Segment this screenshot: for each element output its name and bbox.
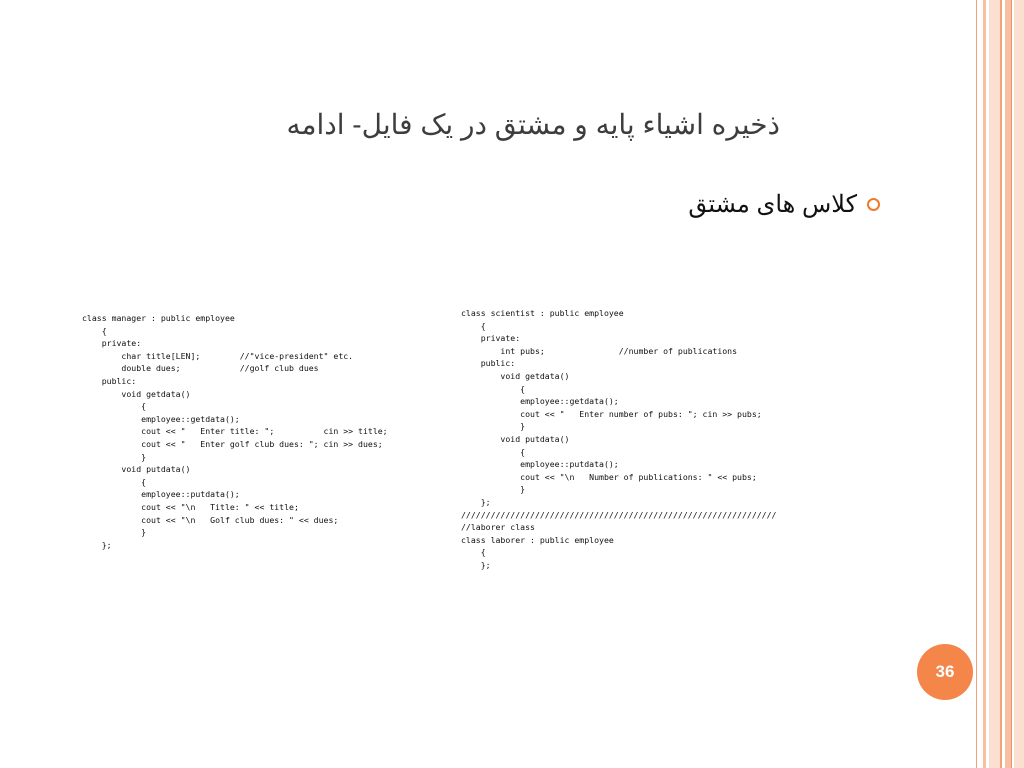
code-block-manager: class manager : public employee { private: char title[LEN]; //"vice-president" etc. double dues; //golf club dues public: void getdata() { employee::getdata(); cout << " Enter title: "; cin >> title; cout << " Enter golf club dues: "; cin >> dues; } void putdata() { employee::putdata(); cout << "\n Title: " << title; cout << "\n Golf club dues: " << dues; } }; bbox=[82, 313, 388, 550]
decor-stripe bbox=[976, 0, 977, 768]
decor-stripe bbox=[1014, 0, 1024, 768]
decor-stripe bbox=[1000, 0, 1002, 768]
decor-stripe bbox=[1011, 0, 1012, 768]
circle-bullet-icon bbox=[867, 198, 880, 211]
decor-stripe bbox=[989, 0, 1000, 768]
decor-stripe bbox=[983, 0, 986, 768]
page-number-badge: 36 bbox=[917, 644, 973, 700]
slide-title: ذخیره اشیاء پایه و مشتق در یک فایل- ادامه bbox=[286, 109, 780, 140]
bullet-item bbox=[560, 190, 880, 219]
code-block-scientist: class scientist : public employee { private: int pubs; //number of publications public: void getdata() { employee::getdata(); cout << " Enter number of pubs: "; cin >> pubs; } void putdata() { employee::putdata(); cout << "\n Number of publications: " << pubs; } }; //////////////////////////////////////////////////////////////// //laborer class class laborer : public employee { }; bbox=[461, 308, 777, 570]
bullet-text: کلاس های مشتق bbox=[688, 191, 857, 218]
